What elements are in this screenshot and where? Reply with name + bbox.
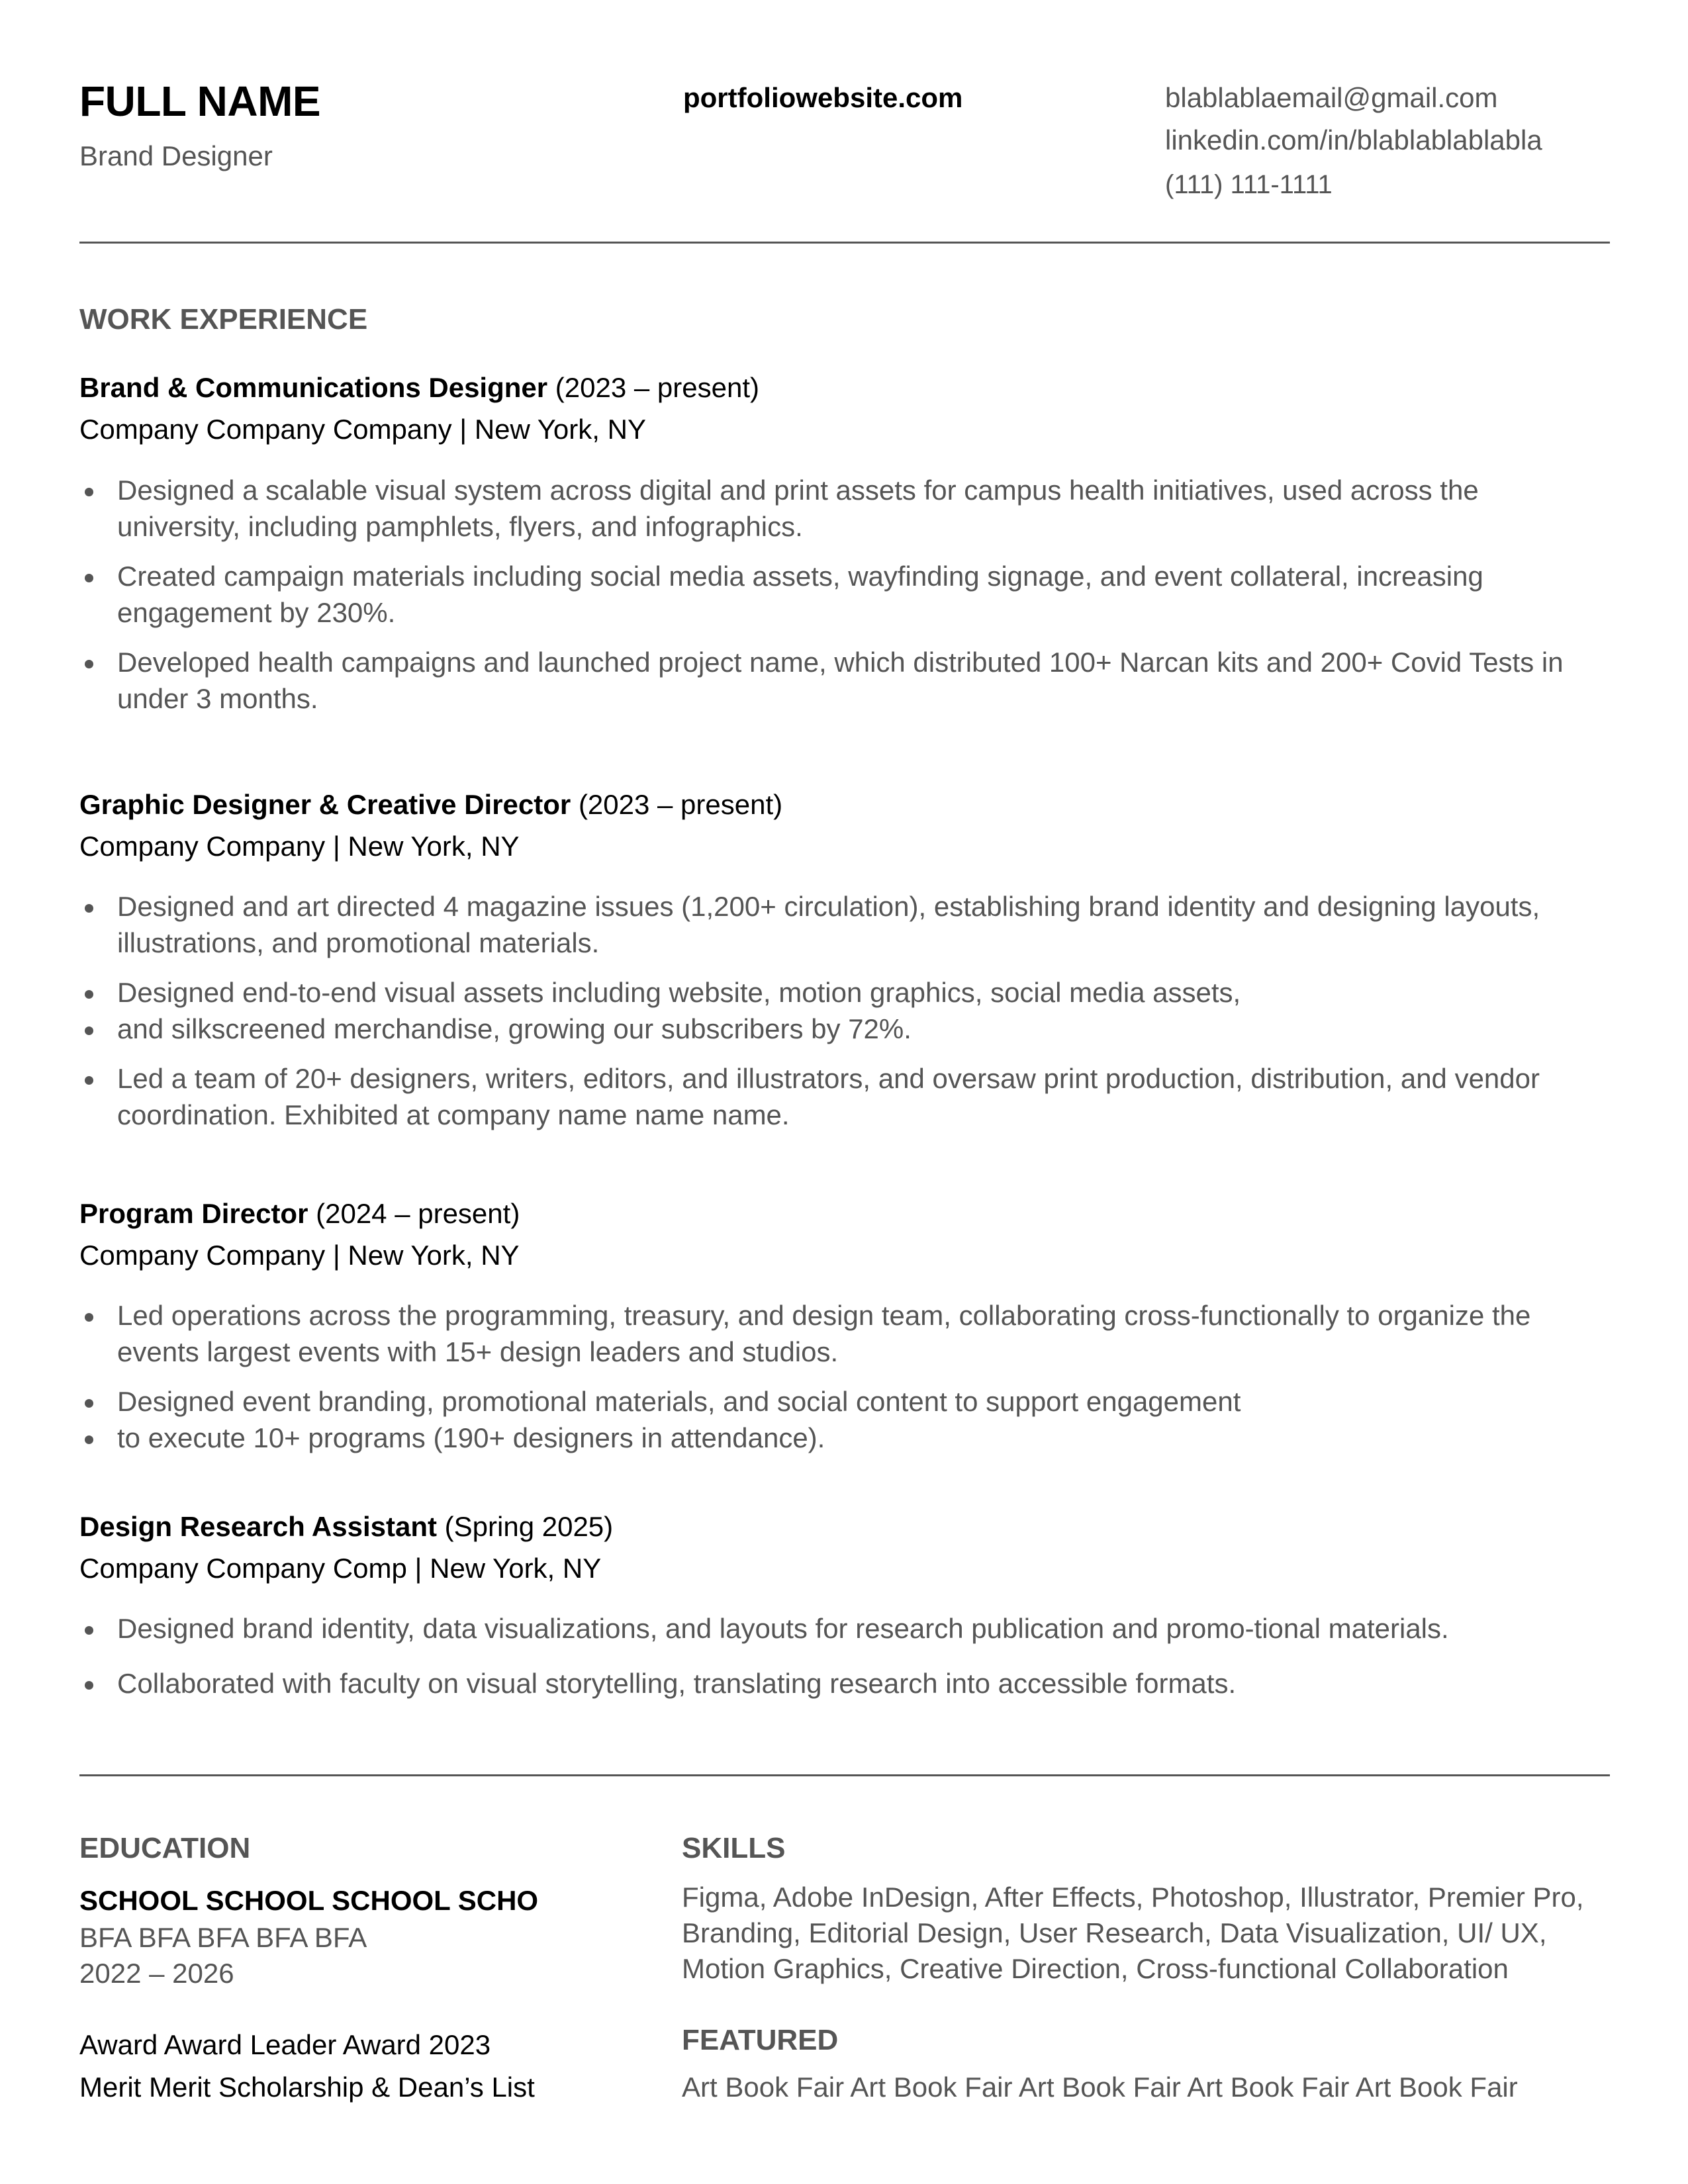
job-dates: (2023 – present) <box>578 789 783 820</box>
job-title-line <box>79 1511 613 1543</box>
list-item: Developed health campaigns and launched project name, which distributed 100+ Narcan kits and 200+ Covid Tests in under 3 months. <box>79 644 1602 717</box>
job-title-line <box>79 372 759 404</box>
degree: BFA BFA BFA BFA BFA <box>79 1922 367 1953</box>
list-item: Designed end-to-end visual assets including website, motion graphics, social media assets, <box>79 974 1602 1011</box>
phone-number: (111) 111-1111 <box>1165 170 1333 199</box>
education-heading: EDUCATION <box>79 1832 251 1864</box>
award-item: Award Award Leader Award 2023 <box>79 2029 491 2060</box>
job-company: Company Company | New York, NY <box>79 831 520 862</box>
job-company: Company Company Company | New York, NY <box>79 414 646 445</box>
job-bullets <box>79 1610 1602 1715</box>
job-title: Program Director <box>79 1198 308 1229</box>
list-item: and silkscreened merchandise, growing our subscribers by 72%. <box>79 1011 1602 1047</box>
section-divider <box>79 1774 1610 1776</box>
list-item: Collaborated with faculty on visual storytelling, translating research into accessible formats. <box>79 1665 1602 1702</box>
job-title-line <box>79 789 782 821</box>
list-item: Designed a scalable visual system across digital and print assets for campus health initiatives, used across the university, including pamphlets, flyers, and infographics. <box>79 472 1602 545</box>
featured-list: Art Book Fair Art Book Fair Art Book Fair Art Book Fair Art Book Fair <box>682 2071 1518 2103</box>
school-name: SCHOOL SCHOOL SCHOOL SCHO <box>79 1885 539 1916</box>
header-divider <box>79 242 1610 244</box>
list-item: Led operations across the programming, treasury, and design team, collaborating cross-functionally to organize the events largest events with 15+ design leaders and studios. <box>79 1297 1602 1370</box>
job-dates: (2023 – present) <box>555 372 759 403</box>
featured-heading: FEATURED <box>682 2024 839 2056</box>
list-item: Led a team of 20+ designers, writers, editors, and illustrators, and oversaw print production, distribution, and vendor coordination. Exhibited at company name name name. <box>79 1060 1602 1133</box>
job-dates: (Spring 2025) <box>444 1511 614 1542</box>
job-bullets <box>79 1297 1602 1469</box>
linkedin-link[interactable]: linkedin.com/in/blablablablabla <box>1165 124 1542 156</box>
education-years: 2022 – 2026 <box>79 1958 234 1989</box>
skills-heading: SKILLS <box>682 1832 786 1864</box>
skills-list: Figma, Adobe InDesign, After Effects, Photoshop, Illustrator, Premier Pro, Branding, Editorial Design, User Research, Data Visualization, UI/ UX, Motion Graphics, Creative Direction, Cross-functional Collaboration <box>682 1882 1584 1984</box>
job-company: Company Company | New York, NY <box>79 1240 520 1271</box>
list-item: to execute 10+ programs (190+ designers in attendance). <box>79 1420 1602 1456</box>
list-item: Created campaign materials including social media assets, wayfinding signage, and event collateral, increasing engagement by 230%. <box>79 558 1602 631</box>
work-experience-heading: WORK EXPERIENCE <box>79 303 368 336</box>
job-bullets <box>79 472 1602 730</box>
list-item: Designed event branding, promotional materials, and social content to support engagement <box>79 1383 1602 1420</box>
portfolio-link[interactable]: portfoliowebsite.com <box>683 82 963 113</box>
job-title: Design Research Assistant <box>79 1511 437 1542</box>
job-title: Brand & Communications Designer <box>79 372 548 403</box>
job-company: Company Company Comp | New York, NY <box>79 1553 602 1584</box>
job-dates: (2024 – present) <box>316 1198 520 1229</box>
email-link[interactable]: blablablaemail@gmail.com <box>1165 82 1498 113</box>
job-title-line <box>79 1198 520 1230</box>
list-item: Designed brand identity, data visualizations, and layouts for research publication and promo-tional materials. <box>79 1610 1602 1647</box>
list-item: Designed and art directed 4 magazine issues (1,200+ circulation), establishing brand identity and designing layouts, illustrations, and promotional materials. <box>79 888 1602 961</box>
award-item: Merit Merit Scholarship & Dean’s List <box>79 2071 535 2103</box>
job-bullets <box>79 888 1602 1146</box>
job-title: Graphic Designer & Creative Director <box>79 789 571 820</box>
job-role: Brand Designer <box>79 140 273 171</box>
full-name: FULL NAME <box>79 77 321 125</box>
